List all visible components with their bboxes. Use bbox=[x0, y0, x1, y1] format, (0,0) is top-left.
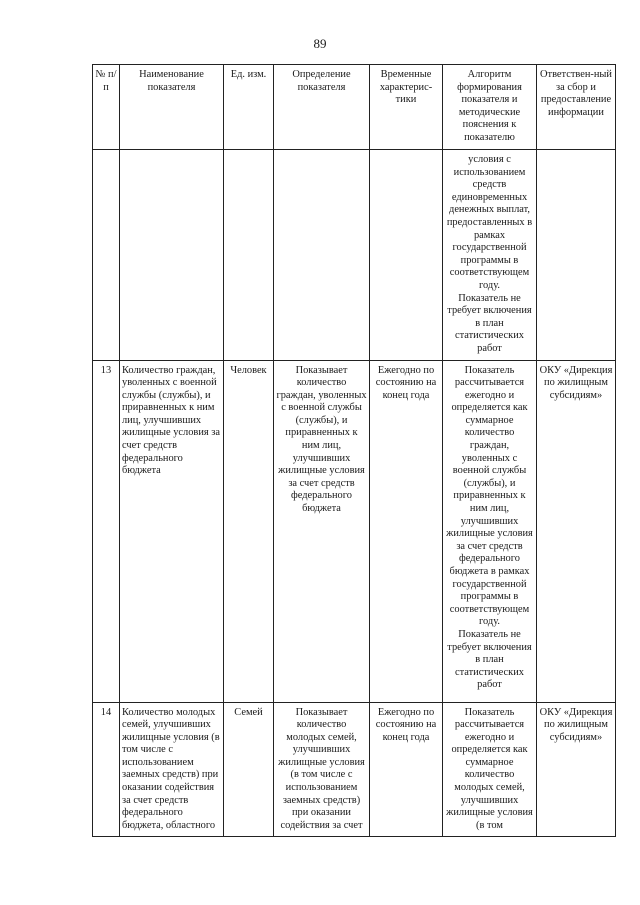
cell-algorithm bbox=[443, 360, 537, 702]
page-number: 89 bbox=[313, 36, 327, 51]
cell-unit bbox=[224, 150, 274, 361]
algorithm-paragraph: Показатель не требует включения в план статистических работ bbox=[447, 628, 532, 691]
cell-definition bbox=[274, 150, 370, 361]
table-header-row bbox=[93, 65, 616, 150]
cell-responsible: ОКУ «Дирекция по жилищным субсидиям» bbox=[537, 360, 616, 702]
table-row bbox=[93, 702, 616, 837]
table-row bbox=[93, 360, 616, 702]
cell-time: Ежегодно по состоянию на конец года bbox=[370, 360, 443, 702]
header-time: Временные характерис-тики bbox=[370, 65, 443, 150]
cell-num: 13 bbox=[93, 360, 120, 702]
cell-num: 14 bbox=[93, 702, 120, 837]
cell-responsible bbox=[537, 150, 616, 361]
table-row-continuation bbox=[93, 150, 616, 361]
cell-num bbox=[93, 150, 120, 361]
cell-algorithm bbox=[443, 702, 537, 837]
cell-definition: Показывает количество граждан, уволенных с военной службы (службы), и приравненных к ним лиц, улучшивших жилищные условия за счет средств федерального бюджета bbox=[274, 360, 370, 702]
header-num: № п/п bbox=[93, 65, 120, 150]
algorithm-paragraph: Показатель рассчитывается ежегодно и определяется как суммарное количество молодых семей, улучшивших жилищные условия (в том bbox=[446, 706, 533, 831]
algorithm-paragraph: условия с использованием средств единовременных денежных выплат, предоставленных в рамках государственной программы в соответствующем году. bbox=[446, 154, 533, 291]
header-unit: Ед. изм. bbox=[224, 65, 274, 150]
cell-time: Ежегодно по состоянию на конец года bbox=[370, 702, 443, 837]
cell-name bbox=[120, 150, 224, 361]
cell-name: Количество молодых семей, улучшивших жилищные условия (в том числе с использованием заемных средств) при оказании содействия за счет средств федерального бюджета, областного bbox=[120, 702, 224, 837]
algorithm-paragraph: Показатель рассчитывается ежегодно и определяется как суммарное количество граждан, уволенных с военной службы (службы), и приравненных к ним лиц, улучшивших жилищные условия за счет средств федерального бюджета в рамках государственной программы в соответствующем году. bbox=[446, 364, 533, 628]
header-name: Наименование показателя bbox=[120, 65, 224, 150]
cell-unit: Семей bbox=[224, 702, 274, 837]
cell-algorithm bbox=[443, 150, 537, 361]
header-responsible: Ответствен-ный за сбор и предоставление информации bbox=[537, 65, 616, 150]
cell-name: Количество граждан, уволенных с военной службы (службы), и приравненных к ним лиц, улучшивших жилищные условия за счет средств федерального бюджета bbox=[120, 360, 224, 702]
cell-definition: Показывает количество молодых семей, улучшивших жилищные условия (в том числе с использованием заемных средств) при оказании содействия за счет bbox=[274, 702, 370, 837]
indicators-table bbox=[92, 64, 616, 837]
cell-unit: Человек bbox=[224, 360, 274, 702]
header-definition: Определение показателя bbox=[274, 65, 370, 150]
cell-time bbox=[370, 150, 443, 361]
header-algorithm: Алгоритм формирования показателя и методические пояснения к показателю bbox=[443, 65, 537, 150]
cell-responsible: ОКУ «Дирекция по жилищным субсидиям» bbox=[537, 702, 616, 837]
algorithm-paragraph: Показатель не требует включения в план статистических работ bbox=[447, 292, 532, 354]
